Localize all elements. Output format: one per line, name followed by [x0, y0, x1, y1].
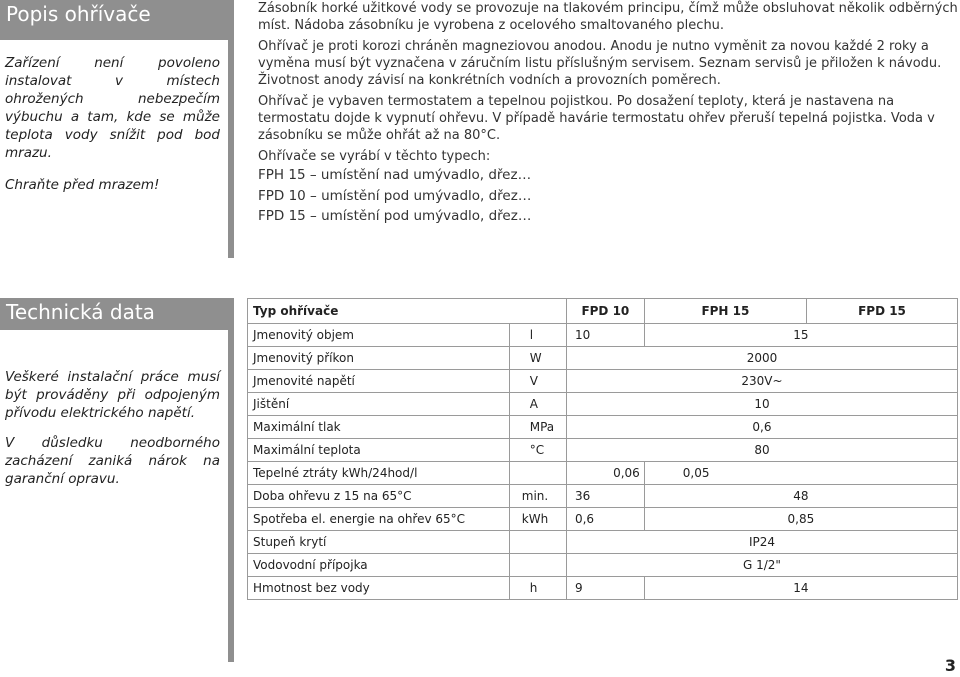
row-label: Spotřeba el. energie na ohřev 65°C — [248, 508, 510, 531]
frost-warning: Chraňte před mrazem! — [5, 177, 160, 193]
row-label: Jmenovitý objem — [248, 324, 510, 347]
row-value: 10 — [566, 324, 644, 347]
row-unit — [509, 531, 566, 554]
row-label: Doba ohřevu z 15 na 65°C — [248, 485, 510, 508]
sidebar-warning-block — [5, 54, 220, 204]
row-value: 36 — [566, 485, 644, 508]
row-label: Maximální tlak — [248, 416, 510, 439]
types-intro: Ohřívače se vyrábí v těchto typech: — [258, 149, 491, 164]
row-value: IP24 — [566, 531, 957, 554]
row-value: 0,05 — [644, 462, 957, 485]
type-item: FPD 10 – umístění pod umývadlo, dřez… — [258, 187, 532, 204]
row-unit — [509, 554, 566, 577]
vertical-divider — [228, 298, 234, 662]
paragraph-anode: Ohřívač je proti korozi chráněn magneziovou anodou. Anodu je nutno vyměnit za novou každé 2 roky a vyměna musí být vyznačena v záručním listu příslušným servisem. Seznam servisů je přiložen k návodu. Životnost anody závisí na konkrétních vodních a provozních poměrech. — [258, 39, 942, 88]
header-fpd15: FPD 15 — [807, 299, 958, 324]
paragraph-tank: Zásobník horké užitkové vody se provozuje na tlakovém principu, čímž může obsluhovat několik odběrných míst. Nádoba zásobníku je vyrobena z ocelového smaltovaného plechu. — [258, 1, 958, 33]
table-row — [248, 347, 958, 370]
section-title-technical: Technická data — [0, 298, 228, 330]
table-row — [248, 508, 958, 531]
row-label: Hmotnost bez vody — [248, 577, 510, 600]
description-text — [258, 0, 958, 227]
row-value: 15 — [644, 324, 957, 347]
row-unit: h — [509, 577, 566, 600]
row-value: 0,6 — [566, 508, 644, 531]
row-label: Tepelné ztráty kWh/24hod/l — [248, 462, 510, 485]
table-row — [248, 439, 958, 462]
row-label: Stupeň krytí — [248, 531, 510, 554]
table-row — [248, 554, 958, 577]
row-value: 2000 — [566, 347, 957, 370]
installation-warning: Zařízení není povoleno instalovat v místech ohrožených nebezpečím výbuchu a tam, kde se může teplota vody snížit pod bod mrazu. — [5, 55, 220, 161]
row-label: Jištění — [248, 393, 510, 416]
table-row — [248, 370, 958, 393]
row-label: Jmenovitý příkon — [248, 347, 510, 370]
table-row — [248, 393, 958, 416]
installation-note: Veškeré instalační práce musí být prováděny při odpojeným přívodu elektrického napětí. — [5, 369, 220, 421]
row-unit: MPa — [509, 416, 566, 439]
row-unit: °C — [509, 439, 566, 462]
row-label: Vodovodní přípojka — [248, 554, 510, 577]
table-row — [248, 324, 958, 347]
table-row — [248, 416, 958, 439]
type-item: FPH 15 – umístění nad umývadlo, dřez… — [258, 167, 532, 183]
row-value: G 1/2" — [566, 554, 957, 577]
table-row — [248, 577, 958, 600]
row-value: 48 — [644, 485, 957, 508]
table-row — [248, 462, 958, 485]
row-value: 230V~ — [566, 370, 957, 393]
row-value: 0,85 — [644, 508, 957, 531]
row-unit: l — [509, 324, 566, 347]
header-fpd10: FPD 10 — [566, 299, 644, 324]
header-fph15: FPH 15 — [644, 299, 806, 324]
row-value: 0,06 — [566, 462, 644, 485]
row-unit: kWh — [509, 508, 566, 531]
row-unit: W — [509, 347, 566, 370]
paragraph-thermostat: Ohřívač je vybaven termostatem a tepelnou pojistkou. Po dosažení teploty, která je nastavena na termostatu dojde k vypnutí ohřevu. V případě havárie termostatu ohřev přeruší tepelná pojistka. Voda v zásobníku se může ohřát až na 80°C. — [258, 94, 935, 143]
table-row — [248, 485, 958, 508]
header-type: Typ ohřívače — [248, 299, 567, 324]
row-value: 9 — [566, 577, 644, 600]
row-value: 80 — [566, 439, 957, 462]
row-unit: min. — [509, 485, 566, 508]
warranty-note: V důsledku neodborného zacházení zaniká nárok na garanční opravu. — [5, 435, 220, 487]
row-unit: A — [509, 393, 566, 416]
row-value: 10 — [566, 393, 957, 416]
section-title-description: Popis ohřívače — [0, 0, 228, 40]
table-row — [248, 531, 958, 554]
type-item: FPD 15 – umístění pod umývadlo, dřez… — [258, 208, 532, 224]
table-header-row — [248, 299, 958, 324]
row-unit: V — [509, 370, 566, 393]
technical-data-table — [247, 298, 958, 600]
vertical-divider — [228, 0, 234, 258]
row-value: 14 — [644, 577, 957, 600]
page-number: 3 — [944, 656, 956, 675]
row-unit — [509, 462, 566, 485]
row-value: 0,6 — [566, 416, 957, 439]
sidebar-notes-block — [5, 368, 220, 500]
row-label: Jmenovité napětí — [248, 370, 510, 393]
row-label: Maximální teplota — [248, 439, 510, 462]
